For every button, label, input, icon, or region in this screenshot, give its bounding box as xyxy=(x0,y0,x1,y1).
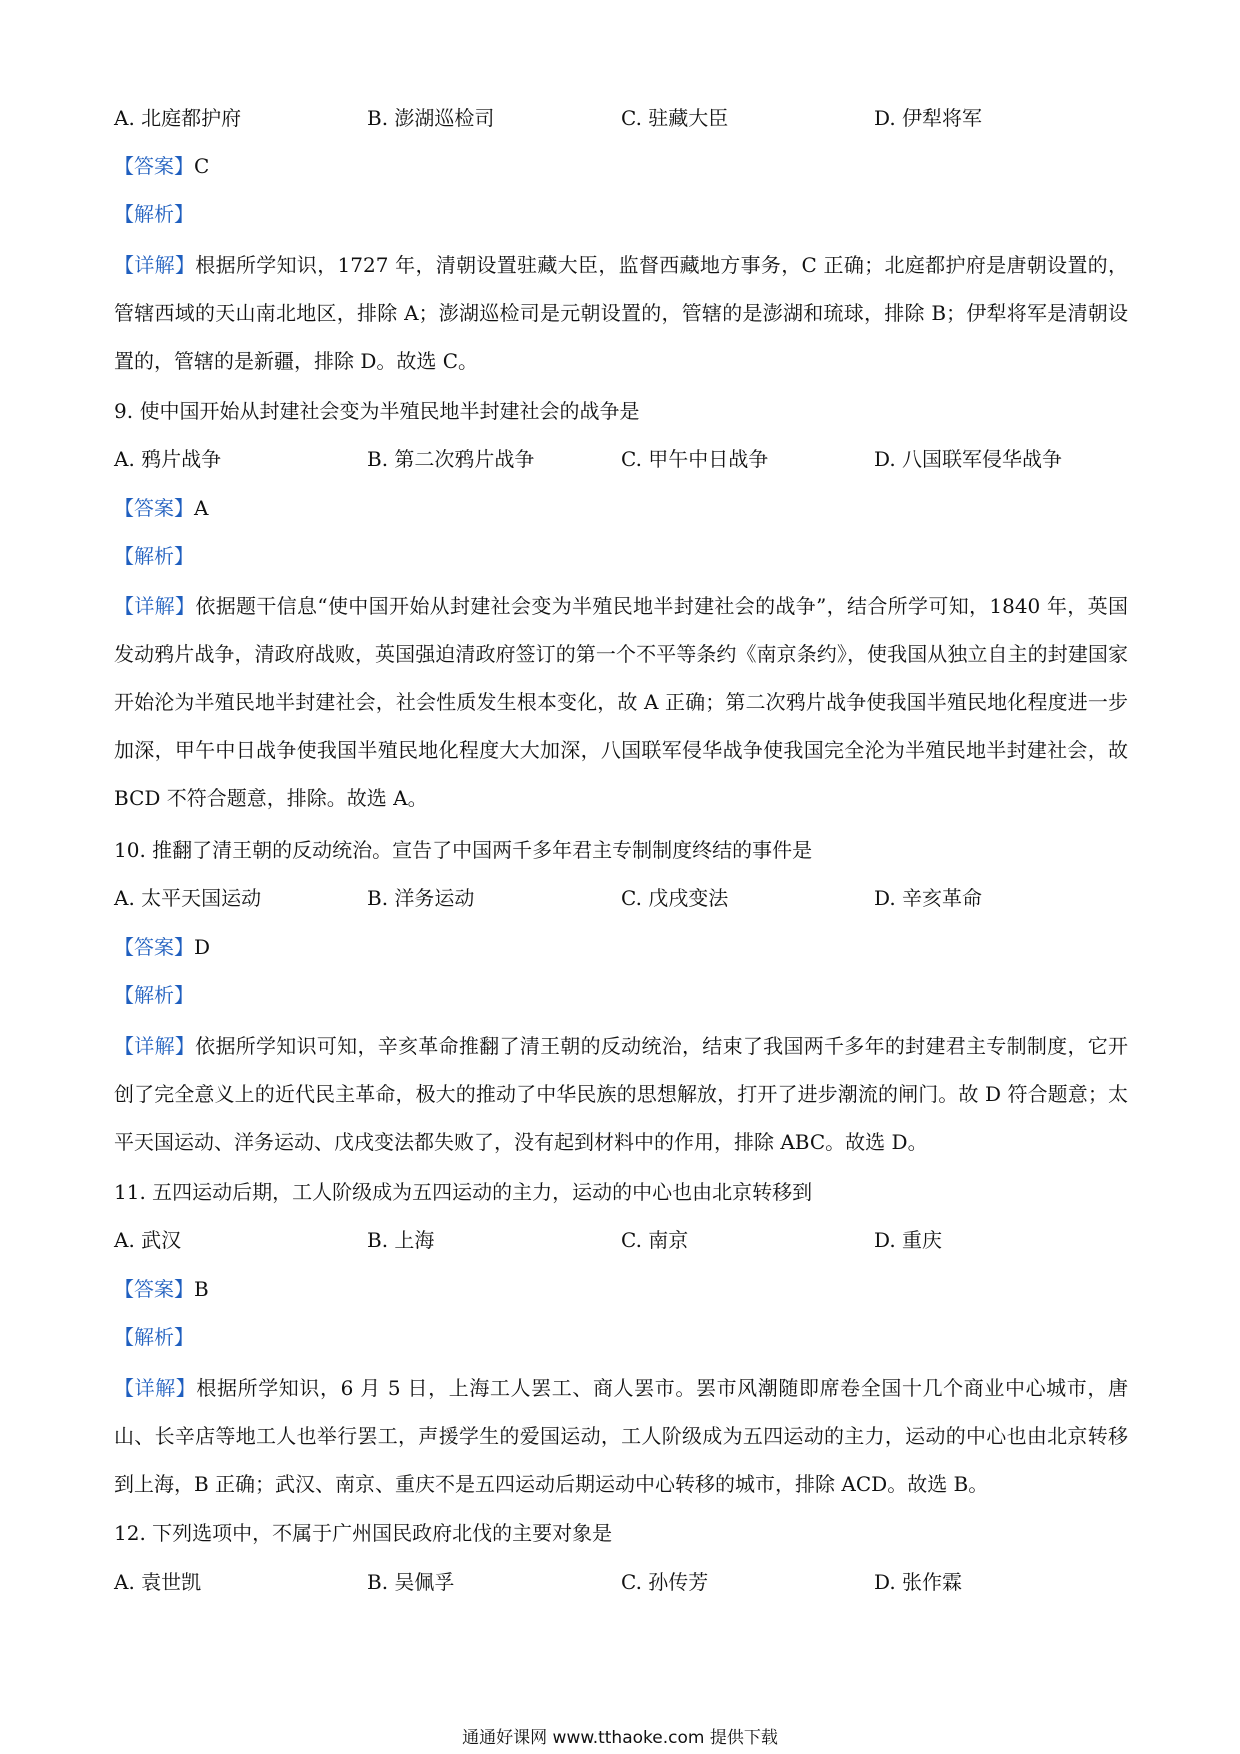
answer-value: C xyxy=(194,154,210,178)
q10-option-d[interactable]: D. 辛亥革命 xyxy=(874,886,983,910)
q8-option-c[interactable]: C. 驻藏大臣 xyxy=(621,106,729,130)
q8-analysis xyxy=(114,202,1128,226)
q9-analysis xyxy=(114,544,1128,568)
q11-option-c[interactable]: C. 南京 xyxy=(621,1228,689,1252)
q12-option-d[interactable]: D. 张作霖 xyxy=(874,1570,963,1594)
q12-option-b[interactable]: B. 吴佩孚 xyxy=(367,1570,455,1594)
q12-option-c[interactable]: C. 孙传芳 xyxy=(621,1570,709,1594)
detail-text: 依据题干信息“使中国开始从封建社会变为半殖民地半封建社会的战争”，结合所学可知，1840 年，英国发动鸦片战争，清政府战败，英国强迫清政府签订的第一个不平等条约《南京条约》，使我国从独立自主的封建国家开始沦为半殖民地半封建社会，社会性质发生根本变化，故 A 正确；第二次鸦片战争使我国半殖民地化程度进一步加深，甲午中日战争使我国半殖民地化程度大大加深，八国联军侵华战争使我国完全沦为半殖民地半封建社会，故 BCD 不符合题意，排除。故选 A。 xyxy=(114,594,1128,810)
q8-answer xyxy=(114,154,1128,178)
detail-tag: 【详解】 xyxy=(114,1034,196,1058)
answer-value: B xyxy=(194,1277,209,1301)
q10-option-c[interactable]: C. 戊戌变法 xyxy=(621,886,729,910)
analysis-tag: 【解析】 xyxy=(114,202,194,226)
analysis-tag: 【解析】 xyxy=(114,544,194,568)
answer-tag: 【答案】 xyxy=(114,496,194,520)
q9-answer xyxy=(114,496,1128,520)
q11-option-a[interactable]: A. 武汉 xyxy=(114,1228,182,1252)
q10-option-a[interactable]: A. 太平天国运动 xyxy=(114,886,262,910)
answer-value: D xyxy=(194,935,211,959)
analysis-tag: 【解析】 xyxy=(114,983,194,1007)
q8-detail xyxy=(114,241,1128,385)
q9-stem: 9. 使中国开始从封建社会变为半殖民地半封建社会的战争是 xyxy=(114,399,640,423)
detail-text: 根据所学知识，1727 年，清朝设置驻藏大臣，监督西藏地方事务，C 正确；北庭都护府是唐朝设置的，管辖西域的天山南北地区，排除 A；澎湖巡检司是元朝设置的，管辖的是澎湖和琉球，排除 B；伊犁将军是清朝设置的，管辖的是新疆，排除 D。故选 C。 xyxy=(114,253,1129,373)
q11-option-b[interactable]: B. 上海 xyxy=(367,1228,435,1252)
detail-text: 依据所学知识可知，辛亥革命推翻了清王朝的反动统治，结束了我国两千多年的封建君主专制制度，它开创了完全意义上的近代民主革命，极大的推动了中华民族的思想解放，打开了进步潮流的闸门。故 D 符合题意；太平天国运动、洋务运动、戊戌变法都失败了，没有起到材料中的作用，排除 ABC。故选 D。 xyxy=(114,1034,1129,1154)
q9-option-a[interactable]: A. 鸦片战争 xyxy=(114,447,222,471)
q10-option-b[interactable]: B. 洋务运动 xyxy=(367,886,475,910)
answer-tag: 【答案】 xyxy=(114,935,194,959)
q11-stem: 11. 五四运动后期，工人阶级成为五四运动的主力，运动的中心也由北京转移到 xyxy=(114,1180,813,1204)
q12-option-a[interactable]: A. 袁世凯 xyxy=(114,1570,202,1594)
q9-option-d[interactable]: D. 八国联军侵华战争 xyxy=(874,447,1063,471)
q11-option-d[interactable]: D. 重庆 xyxy=(874,1228,943,1252)
q8-option-d[interactable]: D. 伊犁将军 xyxy=(874,106,983,130)
detail-tag: 【详解】 xyxy=(114,594,196,618)
q9-detail xyxy=(114,582,1128,822)
answer-tag: 【答案】 xyxy=(114,1277,194,1301)
q10-answer xyxy=(114,935,1128,959)
q10-analysis xyxy=(114,983,1128,1007)
detail-tag: 【详解】 xyxy=(114,1376,197,1400)
q9-option-b[interactable]: B. 第二次鸦片战争 xyxy=(367,447,535,471)
q8-option-a[interactable]: A. 北庭都护府 xyxy=(114,106,242,130)
analysis-tag: 【解析】 xyxy=(114,1325,194,1349)
q12-stem: 12. 下列选项中，不属于广州国民政府北伐的主要对象是 xyxy=(114,1521,613,1545)
q11-analysis xyxy=(114,1325,1128,1349)
q11-detail xyxy=(114,1364,1128,1508)
q8-option-b[interactable]: B. 澎湖巡检司 xyxy=(367,106,495,130)
answer-tag: 【答案】 xyxy=(114,154,194,178)
footer-source: 通通好课网 www.tthaoke.com 提供下载 xyxy=(462,1728,778,1748)
answer-value: A xyxy=(194,496,209,520)
q10-stem: 10. 推翻了清王朝的反动统治。宣告了中国两千多年君主专制制度终结的事件是 xyxy=(114,838,813,862)
q10-detail xyxy=(114,1022,1128,1166)
detail-tag: 【详解】 xyxy=(114,253,196,277)
q9-option-c[interactable]: C. 甲午中日战争 xyxy=(621,447,769,471)
q11-answer xyxy=(114,1277,1128,1301)
detail-text: 根据所学知识，6 月 5 日，上海工人罢工、商人罢市。罢市风潮随即席卷全国十几个商业中心城市，唐山、长辛店等地工人也举行罢工，声援学生的爱国运动，工人阶级成为五四运动的主力，运动的中心也由北京转移到上海，B 正确；武汉、南京、重庆不是五四运动后期运动中心转移的城市，排除 ACD。故选 B。 xyxy=(114,1376,1128,1496)
